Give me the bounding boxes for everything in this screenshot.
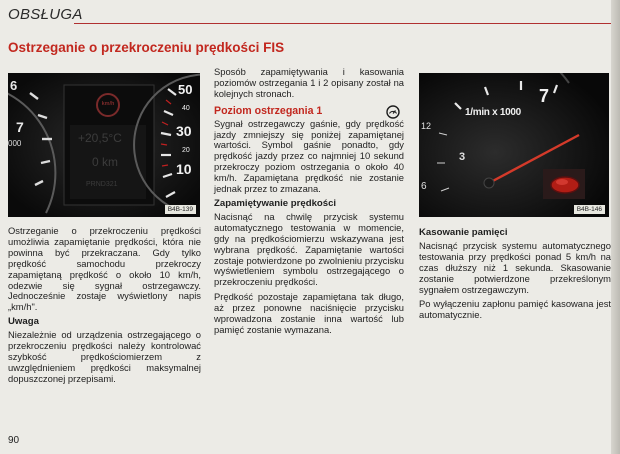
right-paragraph-1: Nacisnąć przycisk systemu automatycznego testowania przy prędkości ponad 5 km/h na czas dłuższy niż 1 sekunda. Skasowanie zostanie potwierdzone przekreślonym sygnałem ostrzegawczym.	[419, 239, 611, 295]
page-edge	[611, 0, 620, 454]
cluster-photo-right	[419, 73, 609, 217]
page-header	[8, 6, 608, 28]
small-label-3: 3	[459, 151, 466, 163]
left-paragraph-2: Niezależnie od urządzenia ostrzegającego o przekroczeniu prędkości należy kontrolować szybkość prędkościomierzem z uwzględnieniem prędkości maksymalnej dopuszczonej przepisami.	[8, 329, 201, 384]
right-heading-clear: Kasowanie pamięci	[419, 227, 508, 238]
tacho-label-7-right: 7	[539, 86, 550, 106]
display-temperature: +20,5°C	[78, 131, 122, 145]
display-gear-line: PRND321	[86, 181, 118, 188]
speed-label-10: 10	[176, 161, 192, 177]
figure-code-left: B4B-139	[165, 205, 196, 214]
speed-label-30: 30	[176, 123, 192, 139]
header-rule	[74, 23, 614, 24]
left-heading-uwaga: Uwaga	[8, 316, 39, 328]
left-column	[8, 226, 201, 389]
tacho-label-6-right: 6	[421, 181, 427, 192]
tacho-label-6: 6	[10, 78, 18, 93]
tacho-label-7: 7	[16, 119, 24, 135]
tacho-suffix: 000	[8, 139, 22, 148]
speed-label-50: 50	[178, 82, 193, 97]
speed-label-40: 40	[182, 105, 190, 112]
middle-heading-level-1: Poziom ostrzegania 1	[214, 104, 323, 117]
cluster-photo-left	[8, 73, 200, 217]
small-label-12: 12	[421, 121, 432, 131]
figure-code-right: B4B-146	[574, 205, 605, 214]
display-odometer: 0 km	[92, 155, 119, 169]
right-paragraph-2: Po wyłączeniu zapłonu pamięć kasowana jest automatycznie.	[419, 298, 611, 321]
rpm-unit-label: 1/min x 1000	[465, 107, 521, 118]
middle-column	[214, 67, 404, 340]
right-column	[419, 224, 611, 325]
cluster-illustration-left	[8, 73, 200, 217]
middle-paragraph-2: Nacisnąć na chwilę przycisk systemu automatycznego testowania w momencie, gdy na prędkościomierzu wskazywana jest wybrana prędkość. Zapamiętanie wartości zostaje potwierdzone po zwolnieniu przycisku wyświetleniem symbolu ostrzegającego o przekroczeniu prędkości.	[214, 210, 404, 288]
middle-paragraph-3: Prędkość pozostaje zapamiętana tak długo, aż przez ponowne naciśnięcie przycisku wprowadzona zostanie inna wartość lub pamięć zostanie wymazana.	[214, 291, 404, 335]
speed-label-20: 20	[182, 147, 190, 154]
page-number: 90	[8, 435, 20, 446]
left-paragraph-1: Ostrzeganie o przekroczeniu prędkości umożliwia zapamiętanie prędkości, która nie powinna być przekraczana. Gdy tylko prędkość samochodu przekroczy zapamiętaną prędkość o około 10 km/h, odezwie się sygnał ostrzegawczy. Jednocześnie zostaje wyświetlony napis „km/h".	[8, 225, 201, 313]
speed-warning-icon	[386, 105, 400, 119]
warning-level-heading-row	[214, 106, 404, 117]
cluster-illustration-right	[419, 73, 609, 217]
middle-paragraph-1: Sygnał ostrzegawczy gaśnie, gdy prędkość jazdy zmniejszy się poniżej zapamiętanej wartości. Symbol gaśnie ponadto, gdy prędkość jazdy przez co najmniej 10 sekund przekroczy poziom ostrzegania o około 40 km/h. Zapamiętana prędkość nie zostanie jednak przez to zmazana.	[214, 117, 404, 195]
section-title: Ostrzeganie o przekroczeniu prędkości FIS	[8, 40, 285, 55]
speed-warning-symbol-display: km/h	[101, 101, 115, 107]
middle-intro: Sposób zapamiętywania i kasowania poziomów ostrzegania 1 i 2 opisany został na kolejnych stronach.	[214, 66, 404, 99]
chapter-title: OBSŁUGA	[8, 6, 83, 23]
middle-heading-memory: Zapamiętywanie prędkości	[214, 197, 337, 209]
